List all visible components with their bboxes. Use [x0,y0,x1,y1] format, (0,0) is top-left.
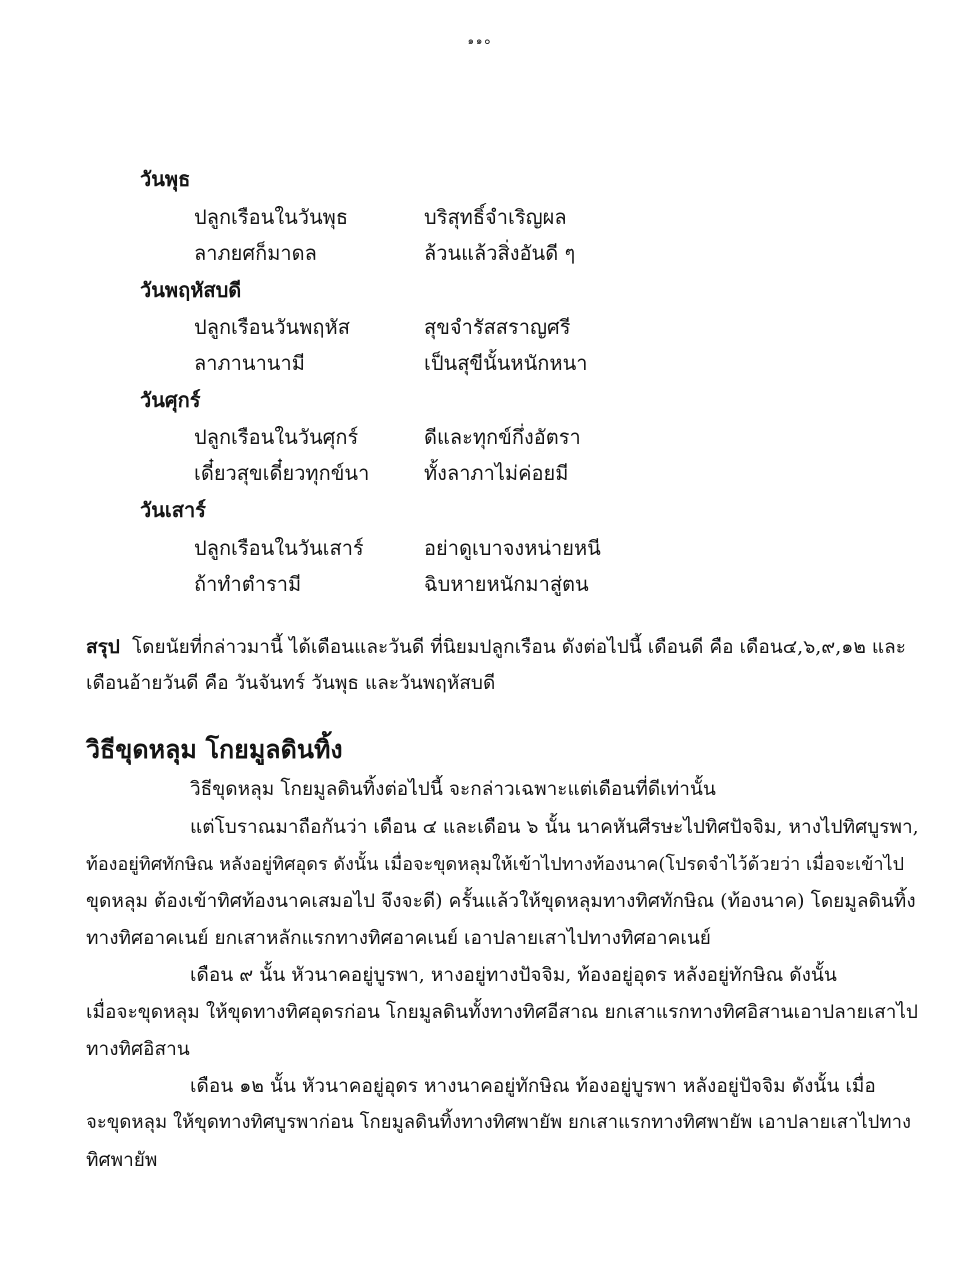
summary-label: สรุป [86,636,120,658]
verse-line: ลาภยศก็มาดล [194,241,317,265]
verse-line: ทั้งลาภาไม่ค่อยมี [424,461,569,485]
paragraph-line: ทางทิศอิสาน [86,1038,190,1060]
section-heading: วิธีขุดหลุม โกยมูลดินทิ้ง [86,735,343,764]
verse-line: ปลูกเรือนในวันเสาร์ [194,536,364,560]
verse-line: ปลูกเรือนวันพฤหัส [194,315,350,339]
verse-line: ดีและทุกข์กึ่งอัตรา [424,425,581,449]
page-number: ๑๑๐ [467,36,493,47]
day-heading-thursday: วันพฤหัสบดี [140,278,242,302]
paragraph-line: ทางทิศอาคเนย์ ยกเสาหลักแรกทางทิศอาคเนย์ เอาปลายเสาไปทางทิศอาคเนย์ [86,927,711,949]
verse-line: ถ้าทำตำรามี [194,572,302,596]
summary-line-2: เดือนอ้ายวันดี คือ วันจันทร์ วันพุธ และวันพฤหัสบดี [86,672,496,694]
paragraph-line: ท้องอยู่ทิศทักษิณ หลังอยู่ทิศอุดร ดังนั้น เมื่อจะขุดหลุมให้เข้าไปทางท้องนาค(โปรดจำไว้ด้วยว่า เมื่อจะเข้าไป [86,854,905,875]
day-heading-friday: วันศุกร์ [140,388,201,412]
verse-line: บริสุทธิ์จำเริญผล [424,205,567,229]
verse-line: สุขจำรัสสราญศรี [424,315,571,339]
verse-line: ล้วนแล้วสิ่งอันดี ๆ [424,241,576,265]
day-heading-wednesday: วันพุธ [140,167,191,191]
paragraph-line: ทิศพายัพ [86,1149,158,1171]
paragraph-line: แต่โบราณมาถือกันว่า เดือน ๔ และเดือน ๖ นั้น นาคหันศีรษะไปทิศปัจจิม, หางไปทิศบูรพา, [190,816,919,838]
verse-line: ปลูกเรือนในวันพุธ [194,205,349,229]
day-heading-saturday: วันเสาร์ [140,498,206,522]
verse-line: อย่าดูเบาจงหน่ายหนี [424,536,601,560]
verse-line: ลาภานานามี [194,351,305,375]
verse-line: ปลูกเรือนในวันศุกร์ [194,425,359,449]
verse-line: เป็นสุขีนั้นหนักหนา [424,351,588,375]
verse-line: เดี๋ยวสุขเดี๋ยวทุกข์นา [194,461,370,485]
paragraph-line: วิธีขุดหลุม โกยมูลดินทิ้งต่อไปนี้ จะกล่าวเฉพาะแต่เดือนที่ดีเท่านั้น [190,778,716,800]
summary-line-1 [86,632,906,662]
summary-text: โดยนัยที่กล่าวมานี้ ได้เดือนและวันดี ที่นิยมปลูกเรือน ดังต่อไปนี้ เดือนดี คือ เดือน๔,๖,๙,๑๒ และ [131,636,906,658]
paragraph-line: จะขุดหลุม ให้ขุดทางทิศบูรพาก่อน โกยมูลดินทิ้งทางทิศพายัพ ยกเสาแรกทางทิศพายัพ เอาปลายเสาไปทาง [86,1112,911,1133]
paragraph-line: เดือน ๑๒ นั้น หัวนาคอยู่อุดร หางนาคอยู่ทักษิณ ท้องอยู่บูรพา หลังอยู่ปัจจิม ดังนั้น เมื่อ [190,1075,876,1097]
paragraph-line: เดือน ๙ นั้น หัวนาคอยู่บูรพา, หางอยู่ทางปัจจิม, ท้องอยู่อุดร หลังอยู่ทักษิณ ดังนั้น [190,964,837,986]
paragraph-line: ขุดหลุม ต้องเข้าทิศท้องนาคเสมอไป จึงจะดี) ครั้นแล้วให้ขุดหลุมทางทิศทักษิณ (ท้องนาค) โดยมูลดินทิ้ง [86,890,916,912]
paragraph-line: เมื่อจะขุดหลุม ให้ขุดทางทิศอุดรก่อน โกยมูลดินทั้งทางทิศอีสาณ ยกเสาแรกทางทิศอิสานเอาปลายเสาไป [86,1001,918,1023]
verse-line: ฉิบหายหนักมาสู่ตน [424,572,589,596]
